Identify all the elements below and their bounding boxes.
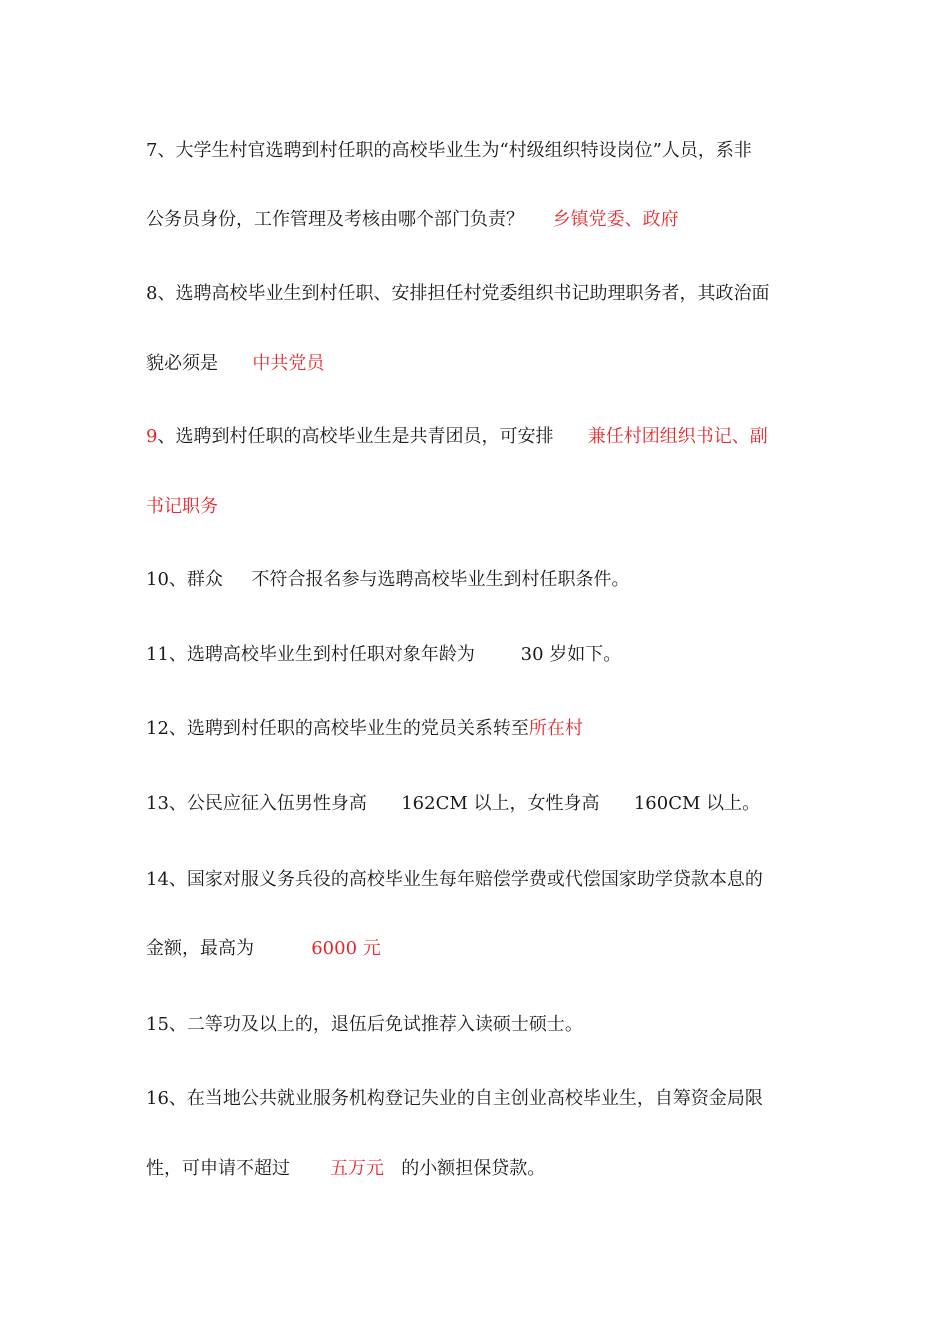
answer-text: 9 bbox=[146, 426, 158, 447]
question-q14-line-1 bbox=[146, 868, 826, 892]
question-q11-line-1 bbox=[146, 643, 826, 667]
question-text: 7、大学生村官选聘到村任职的高校毕业生为“村级组织特设岗位”人员，系非 bbox=[146, 140, 752, 161]
question-q10-line-1 bbox=[146, 568, 826, 592]
question-q13-line-1 bbox=[146, 792, 826, 816]
question-text: 的小额担保贷款。 bbox=[384, 1158, 546, 1179]
question-text: 15、二等功及以上的，退伍后免试推荐入读硕士硕士。 bbox=[146, 1014, 583, 1035]
question-text: 貌必须是 bbox=[146, 353, 253, 374]
question-text: 性，可申请不超过 bbox=[146, 1158, 331, 1179]
question-q12-line-1 bbox=[146, 717, 826, 741]
question-text: 、选聘到村任职的高校毕业生是共青团员，可安排 bbox=[157, 426, 588, 447]
question-q16-line-2 bbox=[146, 1157, 826, 1181]
answer-text: 6000 元 bbox=[311, 938, 381, 959]
question-q8-line-2 bbox=[146, 352, 826, 376]
question-q7-line-2 bbox=[146, 208, 826, 232]
question-q14-line-2 bbox=[146, 937, 826, 961]
question-text: 13、公民应征入伍男性身高 162CM 以上，女性身高 160CM 以上。 bbox=[146, 793, 761, 814]
answer-text: 兼任村团组织书记、副 bbox=[587, 426, 768, 447]
question-q15-line-1 bbox=[146, 1013, 826, 1037]
question-q9-line-1 bbox=[146, 425, 826, 449]
question-text: 11、选聘高校毕业生到村任职对象年龄为 30 岁如下。 bbox=[146, 644, 622, 665]
question-text: 公务员身份，工作管理及考核由哪个部门负责？ bbox=[146, 209, 553, 230]
answer-text: 乡镇党委、政府 bbox=[552, 209, 679, 230]
question-text: 12、选聘到村任职的高校毕业生的党员关系转至 bbox=[146, 718, 529, 739]
answer-text: 中共党员 bbox=[252, 353, 325, 374]
answer-text: 所在村 bbox=[528, 718, 583, 739]
answer-text: 书记职务 bbox=[146, 496, 218, 517]
question-q9-line-2 bbox=[146, 495, 826, 519]
question-q7-line-1 bbox=[146, 139, 826, 163]
question-text: 10、群众 不符合报名参与选聘高校毕业生到村任职条件。 bbox=[146, 569, 630, 590]
question-text: 金额，最高为 bbox=[146, 938, 312, 959]
question-q16-line-1 bbox=[146, 1087, 826, 1111]
question-text: 16、在当地公共就业服务机构登记失业的自主创业高校毕业生，自筹资金局限 bbox=[146, 1088, 763, 1109]
question-text: 14、国家对服义务兵役的高校毕业生每年赔偿学费或代偿国家助学贷款本息的 bbox=[146, 869, 763, 890]
question-q8-line-1 bbox=[146, 282, 826, 306]
question-text: 8、选聘高校毕业生到村任职、安排担任村党委组织书记助理职务者，其政治面 bbox=[146, 283, 770, 304]
answer-text: 五万元 bbox=[330, 1158, 385, 1179]
